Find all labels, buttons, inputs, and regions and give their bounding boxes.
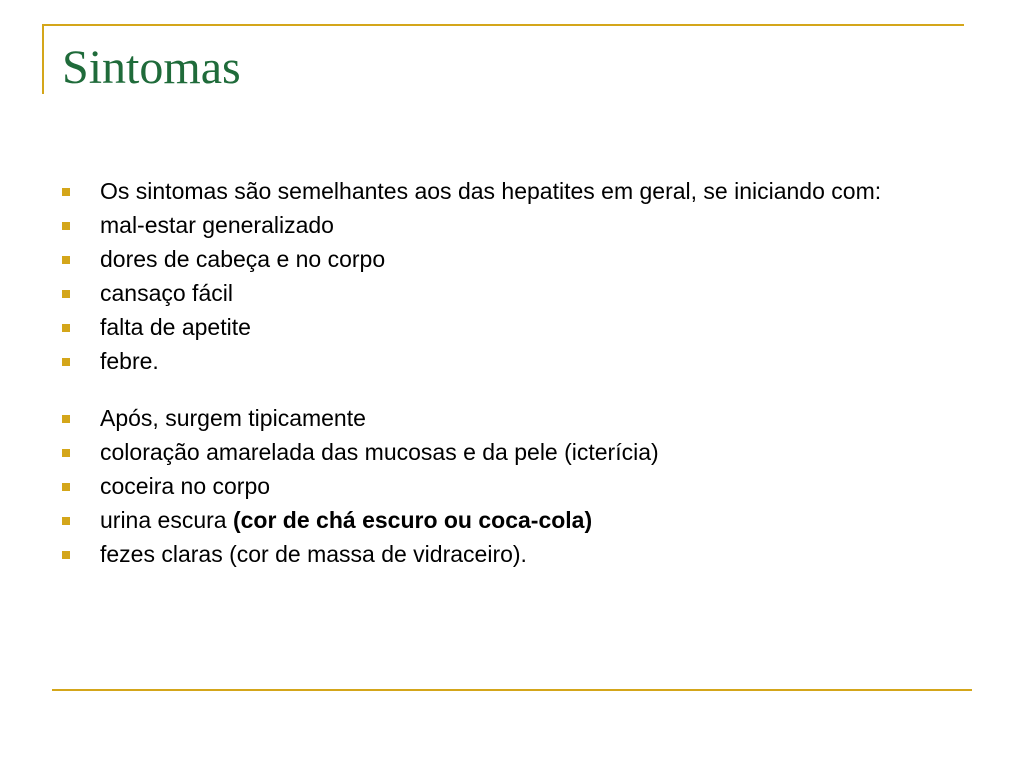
square-bullet-icon xyxy=(62,415,70,423)
bullet-text: Após, surgem tipicamente xyxy=(100,405,366,431)
square-bullet-icon xyxy=(62,222,70,230)
left-rule xyxy=(42,24,44,94)
bullet-text: urina escura xyxy=(100,507,233,533)
bullet-list xyxy=(62,180,942,577)
square-bullet-icon xyxy=(62,324,70,332)
bullet-text: falta de apetite xyxy=(100,314,251,340)
square-bullet-icon xyxy=(62,551,70,559)
bullet-text: dores de cabeça e no corpo xyxy=(100,246,386,272)
square-bullet-icon xyxy=(62,188,70,196)
bullet-item xyxy=(62,441,942,464)
square-bullet-icon xyxy=(62,517,70,525)
bullet-item xyxy=(62,180,942,203)
bullet-item xyxy=(62,543,942,566)
bullet-text: fezes claras (cor de massa de vidraceiro). xyxy=(100,541,527,567)
square-bullet-icon xyxy=(62,290,70,298)
bullet-text: febre. xyxy=(100,348,159,374)
bullet-item xyxy=(62,214,942,237)
bullet-text: mal-estar generalizado xyxy=(100,212,334,238)
bottom-rule xyxy=(52,689,972,691)
top-rule xyxy=(42,24,964,26)
bullet-text: cansaço fácil xyxy=(100,280,233,306)
square-bullet-icon xyxy=(62,449,70,457)
bullet-item xyxy=(62,407,942,430)
bullet-item xyxy=(62,475,942,498)
bullet-text: Os sintomas são semelhantes aos das hepatites em geral, se iniciando com: xyxy=(100,178,882,204)
square-bullet-icon xyxy=(62,483,70,491)
slide-title: Sintomas xyxy=(62,41,241,94)
square-bullet-icon xyxy=(62,358,70,366)
bullet-text: coloração amarelada das mucosas e da pele (icterícia) xyxy=(100,439,659,465)
bullet-item xyxy=(62,509,942,532)
bullet-emphasis-text: (cor de chá escuro ou coca-cola) xyxy=(232,507,593,533)
square-bullet-icon xyxy=(62,256,70,264)
bullet-item xyxy=(62,282,942,305)
bullet-item xyxy=(62,248,942,271)
bullet-item xyxy=(62,316,942,339)
bullet-item xyxy=(62,350,942,373)
bullet-text: coceira no corpo xyxy=(100,473,271,499)
